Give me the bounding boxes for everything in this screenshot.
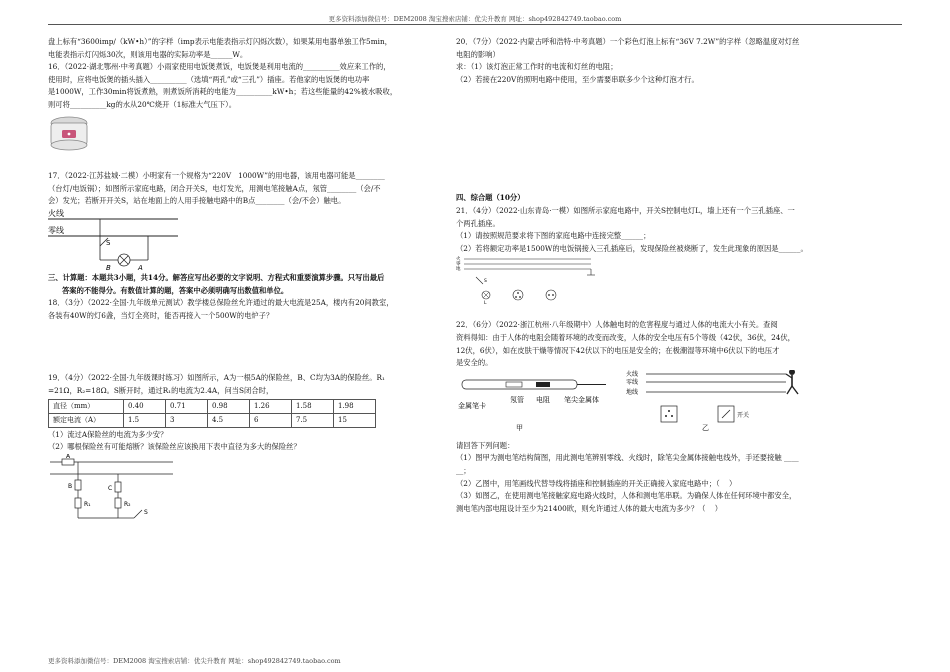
q21-circuit-diagram xyxy=(456,255,606,305)
table-cell: 3 xyxy=(166,413,208,427)
q17-circuit-diagram xyxy=(48,208,188,272)
q19-sub1: （1）流过A保险丝的电流为多少安？ xyxy=(48,429,168,439)
fuse-b-label: B xyxy=(68,482,73,490)
section3-heading-line2: 答案的不能得分。有数值计算的题，答案中必须明确写出数值和单位。 xyxy=(62,285,289,295)
point-a-label: A xyxy=(138,263,143,272)
q22-line4: 是安全的。 xyxy=(456,358,493,368)
q22-line2: 资料得知：由于人体的电阻会随着环境的改变而改变，人体的安全电压有5个等级（42伏，36伏，24伏， xyxy=(456,332,795,342)
neutral-wire-label: 零线 xyxy=(626,378,639,386)
q16-line2: 使用时，应将电饭煲的插头插入__________（选填“两孔”或“三孔”）插座。若他家的电饭煲的电功率 xyxy=(48,74,370,84)
q17-line1: 17．（2022·江苏盐城·二模）小明家有一个规格为“220V 1000W”的用电器，该用电器可能是________ xyxy=(48,171,385,181)
q16-line3: 是1000W，工作30min将饭煮熟，则煮饭所消耗的电能为__________kW•h；若这些能量的42%被水吸收， xyxy=(48,87,398,97)
ground-wire-label: 地 xyxy=(456,267,461,273)
rice-cooker-image xyxy=(48,114,90,152)
table-cell: 0.71 xyxy=(166,399,208,413)
resistor-r2-label: R₂ xyxy=(124,500,131,508)
q16-line1: 16．（2022·湖北鄂州·中考真题）小雨家使用电饭煲煮饭，电饭煲是利用电流的__________效应来工作的， xyxy=(48,62,391,72)
ground-wire-label: 地线 xyxy=(626,388,639,396)
pen-tip-metal-label: 笔尖金属体 xyxy=(564,395,599,404)
table-cell: 6 xyxy=(250,413,292,427)
zero-wire-label: 零 xyxy=(456,262,461,268)
fire-wire-label: 火 xyxy=(456,257,461,263)
lamp-l-label: L xyxy=(484,301,487,306)
q20-line1: 20．（7分）（2022·内蒙古呼和浩特·中考真题）一个彩色灯泡上标有“36V 7.2W”的字样（忽略温度对灯丝 xyxy=(456,37,800,46)
q19-circuit-diagram xyxy=(48,454,178,526)
switch-s-label: S xyxy=(484,279,487,285)
q16-line4: 则可将__________kg的水从20℃烧开（1标准大气压下）。 xyxy=(48,99,237,109)
header-rule xyxy=(48,24,902,25)
q21-line2: 个两孔插座。 xyxy=(456,218,500,228)
q19-sub2: （2）哪根保险丝有可能熔断？该保险丝应该换用下表中直径为多大的保险丝？ xyxy=(48,442,301,452)
q21-line1: 21．（4分）（2022·山东青岛·一模）如图所示家庭电路中，开关S控制电灯L，墙上还有一个三孔插座、一 xyxy=(456,205,795,215)
page-header-banner: 更多资料添加微信号：DEM2008 淘宝搜索店铺：优尖升教育 网址：shop492842749.taobao.com xyxy=(328,15,622,23)
fuse-a-label: A xyxy=(66,453,71,460)
table-cell: 直径（mm） xyxy=(49,399,124,413)
table-cell: 0.40 xyxy=(124,399,166,413)
fuse-spec-table xyxy=(48,399,376,428)
q21-line4: （2）若将额定功率是1500W的电饭锅接入三孔插座后，发现保险丝被烧断了，发生此现象的原因是______。 xyxy=(456,243,808,253)
table-cell: 额定电流（A） xyxy=(49,413,124,427)
table-cell: 1.58 xyxy=(292,399,334,413)
table-cell: 0.98 xyxy=(208,399,250,413)
switch-s-label: S xyxy=(144,508,148,516)
section3-heading-line1: 三、计算题：本题共3小题，共14分。解答应写出必要的文字说明、方程式和重要演算步骤。只写出最后 xyxy=(48,272,385,282)
switch-s-label: S xyxy=(106,238,111,247)
q19-line1: 19．（4分）（2022·全国·九年级课时练习）如图所示，A为一根5A的保险丝，B、C均为3A的保险丝。R₁ xyxy=(48,373,385,383)
page-footer-banner: 更多资料添加微信号：DEM2008 淘宝搜索店铺：优尖升教育 网址：shop492842749.taobao.com xyxy=(48,657,341,665)
q18-line2: 各装有40W的灯6盏，当灯全亮时，能否再接入一个500W的电炉子？ xyxy=(48,310,274,320)
table-row xyxy=(49,413,376,427)
neon-tube-label: 氖管 xyxy=(510,395,524,404)
left-column xyxy=(48,36,441,526)
table-cell: 4.5 xyxy=(208,413,250,427)
resistor-label: 电阻 xyxy=(536,395,550,404)
q22-sub2: （2）乙图中，用笔画线代替导线将插座和控制插座的开关正确接入家庭电路中；（ ） xyxy=(456,478,737,488)
q19-line2: =21Ω，R₂=18Ω。S断开时，通过R₁的电流为2.4A，问当S闭合时， xyxy=(48,385,274,395)
q22-line3: 12伏，6伏），如在皮肤干燥等情况下42伏以下的电压是安全的；在极潮湿等环境中6伏以下的电压才 xyxy=(456,345,780,355)
table-cell: 1.26 xyxy=(250,399,292,413)
q22-line1: 22．（6分）（2022·浙江杭州·八年级期中）人体触电时的危害程度与通过人体的电流大小有关。查阅 xyxy=(456,320,778,330)
neutral-wire-label: 零线 xyxy=(48,225,64,235)
table-cell: 15 xyxy=(334,413,376,427)
table-cell: 7.5 xyxy=(292,413,334,427)
figure-jia-label: 甲 xyxy=(516,423,523,432)
table-row xyxy=(49,399,376,413)
q22-sub1-line1: （1）图甲为测电笔结构简图，用此测电笔辨别零线、火线时，除笔尖金属体接触电线外，手还要接触 ____ xyxy=(456,453,799,463)
answer-space xyxy=(456,305,856,319)
q15-tail-line2: 电能表指示灯闪烁30次，则该用电器的实际功率是______W。 xyxy=(48,49,248,59)
q22-figures xyxy=(456,370,856,440)
point-b-label: B xyxy=(106,263,111,272)
q22-ask: 请回答下列问题： xyxy=(456,440,515,450)
q22-sub3-line2: 测电笔内部电阻设计至少为21400欧，则允许通过人体的最大电流为多少？（ ） xyxy=(456,503,722,513)
q22-sub1-line2: __； xyxy=(456,465,471,475)
table-cell: 1.5 xyxy=(124,413,166,427)
live-wire-label: 火线 xyxy=(626,370,639,378)
q15-tail-line1: 盘上标有“3600imp/（kW•h）”的字样（imp表示电能表指示灯闪烁次数），如果某用电器单独工作5min， xyxy=(48,37,392,46)
right-column xyxy=(456,36,856,515)
table-cell: 1.98 xyxy=(334,399,376,413)
live-wire-label: 火线 xyxy=(48,208,64,218)
figure-yi-label: 乙 xyxy=(702,423,709,432)
q18-line1: 18．（3分）（2022·全国·九年级单元测试）教学楼总保险丝允许通过的最大电流是25A，楼内有20间教室， xyxy=(48,298,394,308)
pen-clip-label: 金属笔卡 xyxy=(458,401,486,410)
q22-sub3-line1: （3）如图乙，在使用测电笔接触家庭电路火线时，人体和测电笔串联。为确保人体在任何环境中都安全， xyxy=(456,491,797,501)
answer-space xyxy=(456,86,856,192)
resistor-r1-label: R₁ xyxy=(84,500,91,508)
switch-label: 开关 xyxy=(737,411,750,419)
fuse-c-label: C xyxy=(108,484,113,492)
section4-heading: 四、综合题（10分） xyxy=(456,193,525,203)
q21-line3: （1）请按照规范要求将下图的家庭电路中连接完整______； xyxy=(456,231,651,241)
q20-line2: 电阻的影响） xyxy=(456,49,500,59)
answer-space xyxy=(48,322,441,372)
q17-line3: 会）发光；若断开开关S，站在地面上的人用手接触电路中的B点________（会/不会）触电。 xyxy=(48,196,346,206)
q20-line4: （2）若接在220V的照明电路中使用，至少需要串联多少个这种灯泡才行。 xyxy=(456,74,699,84)
q20-line3: 求：（1）该灯泡正常工作时的电流和灯丝的电阻； xyxy=(456,62,618,72)
q17-line2: （台灯/电饭锅）；如图所示家庭电路，闭合开关S，电灯发光，用测电笔接触A点，氖管________（会/不 xyxy=(48,183,381,193)
